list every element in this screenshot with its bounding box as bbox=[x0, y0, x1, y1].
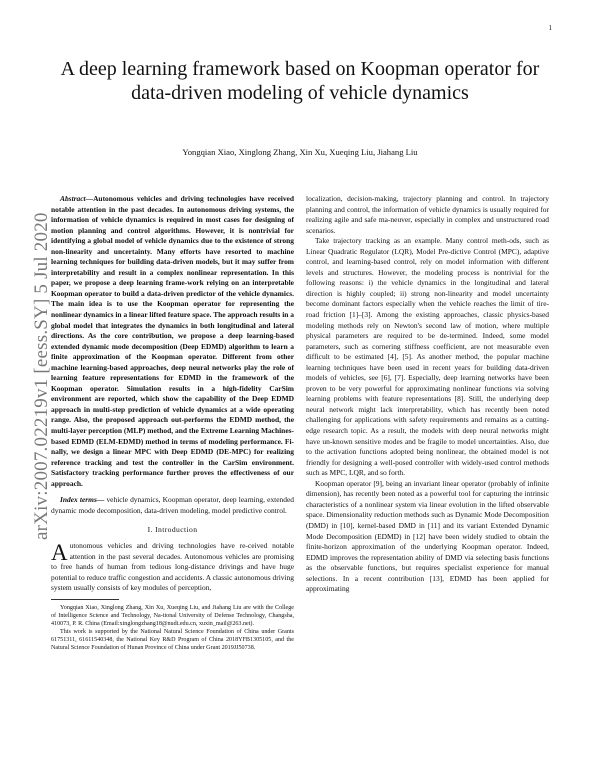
right-column bbox=[306, 194, 549, 595]
footnote-affiliation: Yongqian Xiao, Xinglong Zhang, Xin Xu, Xueqing Liu, and Jiahang Liu are with the College of Intelligence Science and Technology, Na-tional University of Defense Technology, Changsha, 410073, P. R. China (Email:xinglongzhang18@nudt.edu.cn, xuxin_mail@263.net). bbox=[51, 604, 294, 627]
footnote-rule bbox=[51, 599, 119, 600]
intro-text: utonomous vehicles and driving technologies have re-ceived notable attention in the past several decades. Autonomous vehicles are promising to free hands of human from tedious long-distance drivings and have huge potential to reduce traffic congestion and accidents. A classic autonomous driving system usually consists of key modules of perception, bbox=[51, 540, 294, 593]
left-column bbox=[51, 194, 294, 652]
index-terms-label: Index terms— bbox=[60, 495, 105, 505]
paper-title: A deep learning framework based on Koopman operator for data-driven modeling of vehicle dynamics bbox=[60, 58, 540, 104]
footnote-funding: This work is supported by the National Natural Science Foundation of China under Grants 61751311, 61611540348, the National Key R&D Program of China 2018YFB1305105, and the Natural Science Foundation of Hunan Province of China under Grant 2019JJ50738. bbox=[51, 628, 294, 652]
footnotes bbox=[51, 604, 294, 653]
arxiv-identifier: arXiv:2007.02219v1 [eess.SY] 5 Jul 2020 bbox=[31, 212, 52, 540]
paragraph-trajectory-tracking: Take trajectory tracking as an example. Many control meth-ods, such as Linear Quadratic Regulator (LQR), Model Pre-dictive Control (MPC), adaptive control, and learning-based control, rely on model information with different levels and structures. However, the modeling process is nontrivial for the following reasons: i) the vehicle dynamics in the longitudinal and lateral direction is highly coupled; ii) strong non-linearity and model uncertainty become dominant factors especially when the vehicle reaches the limit of tire-road friction [1]–[3]. Among the existing approaches, classic physics-based modeling methods rely on Newton's second law of motion, where multiple physical parameters are required to be de-termined. Indeed, some model parameters, such as cornering stiffness coefficient, are not measurable even difficult to be estimated [4], [5]. As another method, the popular machine learning techniques have been used in recent years for building data-driven models of vehicles, see [6], [7]. Especially, deep learning networks have been proven to be very powerful for approximating nonlinear functions via solving learning problems with feature representations [8]. Still, the underlying deep neural network might lack interpretability, which has recently been noted challenging for applications with safety requirements and remains as a cutting-edge research topic. As a result, the models with deep neural networks might have un-known sensitive modes and be fragile to model uncertainties. Also, due to the activation functions adopted being nonlinear, the obtained model is not friendly for designing a well-posed controller with widely-used control methods such as MPC, LQR, and so forth. bbox=[306, 236, 549, 478]
index-terms bbox=[51, 495, 294, 516]
paragraph-koopman-operator: Koopman operator [9], being an invariant linear operator (probably of infinite dimension), has recently been noted as a powerful tool for capturing the intrinsic characteristics of a nonlinear system via linear evolution in the lifted observable space. Dimensionality reduction methods such as Dynamic Mode Decomposition (DMD) in [10], kernel-based DMD in [11] and its variant Extended Dynamic Mode Decomposition (EDMD) in [12] have been widely studied to obtain the finite-horizon approximation of the underlying Koopman operator. Indeed, EDMD improves the representation ability of DMD via selecting basis functions as the observable functions, but requires specialist experience for manual selections. In a recent contribution [13], EDMD has been applied for approximating bbox=[306, 478, 549, 594]
abstract-label: Abstract— bbox=[60, 194, 94, 203]
abstract bbox=[51, 194, 294, 489]
intro-paragraph bbox=[51, 541, 294, 594]
section-heading-introduction: I. Introduction bbox=[147, 525, 198, 535]
dropcap-letter: A bbox=[51, 539, 68, 565]
abstract-text: Autonomous vehicles and driving technologies have received notable attention in the past decades. In autonomous driving systems, the information of vehicle dynamics is required in most cases for designing of motion planning and control algorithms. However, it is nontrivial for identifying a global model of vehicle dynamics due to the existence of strong non-linearity and uncertainty. Many efforts have resorted to machine learning techniques for building data-driven models, but it may suffer from interpretability and result in a complex nonlinear representation. In this paper, we propose a deep learning frame-work relying on an interpretable Koopman operator to build a data-driven predictor of the vehicle dynamics. The main idea is to use the Koopman operator for representing the nonlinear dynamics in a linear lifted feature space. The approach results in a global model that integrates the dynamics in both longitudinal and lateral directions. As the core contribution, we propose a deep learning-based extended dynamic mode decomposition (Deep EDMD) algorithm to learn a finite approximation of the Koopman operator. Different from other machine learning-based approaches, deep neural networks play the role of learning feature representations for EDMD in the framework of the Koopman operator. Simulation results in a high-fidelity CarSim environment are reported, which show the capability of the Deep EDMD approach in multi-step prediction of vehicle dynamics at a wide operating range. Also, the proposed approach out-performs the EDMD method, the multi-layer perception (MLP) method, and the Extreme Learning Machines-based EDMD (ELM-EDMD) method in terms of modeling performance. Fi-nally, we design a linear MPC with Deep EDMD (DE-MPC) for realizing reference tracking and test the controller in the CarSim environment. Satisfactory tracking performance further proves the effectiveness of our approach. bbox=[51, 194, 294, 488]
index-terms-text: vehicle dynamics, Koopman operator, deep learning, extended dynamic mode decomposition, data-driven modeling, model predictive control. bbox=[51, 495, 294, 515]
author-list: Yongqian Xiao, Xinglong Zhang, Xin Xu, Xueqing Liu, Jiahang Liu bbox=[182, 147, 418, 157]
paragraph-continuation: localization, decision-making, trajectory planning and control. In trajectory planning and control, the information of vehicle dynamics is usually required for realizing agile and safe ma-neuver, especially in complex and unstructured road scenarios. bbox=[306, 194, 549, 235]
page-number: 1 bbox=[548, 24, 552, 32]
